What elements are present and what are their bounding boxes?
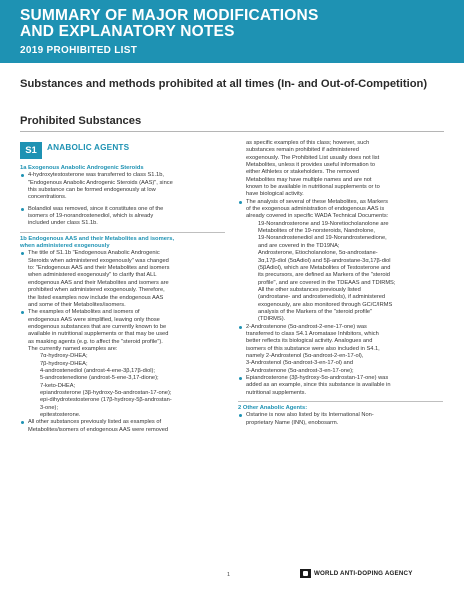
indented-line: analysis of the Markers of the "steroid profile" (258, 308, 373, 315)
bullet-item: The title of S1.1b "Endogenous Anabolic Androgenic (20, 250, 230, 257)
bullet-item: Ostarine is now also listed by its International Non- (238, 412, 453, 419)
indented-line: 7β-hydroxy-DHEA; (40, 360, 88, 367)
indented-line: epi-dihydrotestosterone (17β-hydroxy-5β-androstan- (40, 397, 172, 404)
text-line: nutritional supplements. (246, 389, 307, 396)
text-line: substances remain prohibited if administered (246, 147, 359, 154)
text-line: of the exogenous administration of endogenous AAS is (246, 206, 385, 213)
bullet-item: Epiandrosterone (3β-hydroxy-5α-androstan-17-one) was (238, 375, 453, 382)
text-line: the listed examples now include the endogenous AAS (28, 294, 164, 301)
indented-line: its precursors, are defined as Markers of the "steroid (258, 272, 390, 279)
text-line: when administered exogenously" to clarify that ALL (28, 272, 157, 279)
subsection-heading: when administered exogenously (20, 243, 110, 250)
text-line: to: "Endogenous AAS and their Metabolites and isomers (28, 265, 170, 272)
page-number: 1 (227, 572, 231, 578)
text-line: "Endogenous Anabolic Androgenic Steroids (AAS)", since (28, 179, 173, 186)
indented-line: epitestosterone. (40, 412, 81, 418)
s1-title: ANABOLIC AGENTS (47, 143, 130, 152)
indented-line: (androstane- and androstenediols), if administered (258, 294, 386, 301)
bullet-item: Bolandiol was removed, since it constitutes one of the (20, 206, 230, 213)
text-line: prohibited when administered exogenously. Therefore, (28, 287, 165, 294)
divider-rule (20, 131, 444, 132)
text-line: as specific examples of this class; however, such (246, 140, 370, 146)
bullet-item: 2-Androstenone (5α-androst-2-ene-17-one) was (238, 324, 453, 331)
text-line: isomers of 19-norandrostenediol, which is already (28, 213, 154, 220)
text-line: concentrations. (28, 194, 67, 201)
indented-line: 19-Norandrostenediol and 19-Norandrostenedione, (258, 235, 387, 242)
subsection-heading: 2 Other Anabolic Agents: (238, 405, 308, 412)
bullet-item: The examples of Metabolites and isomers of (20, 309, 230, 316)
text-line: better reflects its biological activity. Analogues and (246, 338, 373, 345)
text-line: Metabolites/isomers of endogenous AAS were removed (28, 426, 169, 433)
text-line: endogenous substances that are currently known to be (28, 323, 167, 330)
indented-line: 7α-hydroxy-DHEA; (40, 353, 88, 360)
left-column (20, 165, 230, 434)
sub-title: Prohibited Substances (20, 115, 142, 127)
right-column (238, 140, 453, 427)
text-line: proprietary Name (INN), enobosarm. (246, 419, 339, 426)
text-line: namely 2-Androstenol (5α-androst-2-en-17-ol), (246, 352, 364, 359)
text-line: transferred to class S4.1 Aromatase Inhibitors, which (246, 330, 379, 337)
indented-line: 5-androstenedione (androst-5-ene-3,17-dione); (40, 375, 159, 382)
section-divider (238, 401, 443, 402)
text-line: isomers of this substance were also included in S4.1, (246, 345, 380, 352)
text-line: have biological activity. (246, 191, 304, 198)
indented-line: 7-keto-DHEA; (40, 382, 76, 389)
indented-line: profile", and are covered in the TDEAAS and TDIRMS; (258, 279, 396, 286)
indented-line: 19-Norandrosterone and 19-Noretiocholanolone are (258, 220, 389, 227)
bullet-item: All other substances previously listed as examples of (20, 419, 230, 426)
bullet-item: 4-hydroxytestosterone was transferred to class S1.1b, (20, 172, 230, 179)
header-title-line1: SUMMARY OF MAJOR MODIFICATIONS (20, 7, 319, 24)
indented-line: (TDIRMS). (258, 316, 286, 323)
text-line: known to be available in nutritional supplements or to (246, 184, 380, 191)
wada-logo-icon (300, 569, 311, 578)
text-line: The currently named examples are: (28, 345, 118, 352)
wada-logo (300, 569, 413, 578)
text-line: already covered in specific WADA Technical Documents: (246, 213, 389, 220)
indented-line: (5βAdiol), which are Metabolites of Testosterone and (258, 264, 391, 271)
text-line: this substance can be formed endogenously at low (28, 187, 156, 194)
text-line: Metabolites, unless it provides useful information to (246, 162, 375, 169)
text-line: endogenous AAS and their Metabolites and isomers are (28, 279, 169, 286)
indented-line: exogenously, are also monitored through GC/C/IRMS (258, 301, 393, 308)
indented-line: epiandrosterone (3β-hydroxy-5α-androstan-17-one); (40, 389, 172, 396)
section-title: Substances and methods prohibited at all times (In- and Out-of-Competition) (20, 78, 428, 90)
section-divider (20, 232, 225, 233)
indented-line: and are covered in the TD19NA; (258, 242, 340, 249)
bullet-item: The analysis of several of these Metabolites, as Markers (238, 199, 453, 206)
subsection-heading: 1b Endogenous AAS and their Metabolites and isomers, (20, 235, 175, 242)
indented-line: 3-one); (40, 404, 59, 411)
indented-line: 3α,17β-diol (5αAdiol) and 5β-androstane-3α,17β-diol (258, 257, 391, 264)
text-line: either Athletes or stakeholders. The removed (246, 169, 360, 176)
text-line: 3-Androstenone (5α-androst-3-en-17-one); (246, 367, 354, 374)
text-line: Metabolites may have multiple names and are not (246, 176, 372, 183)
text-line: Steroids when administered exogenously" was changed (28, 257, 169, 264)
text-line: as masking agents (e.g. to affect the "steroid profile"). (28, 338, 163, 345)
header-banner (0, 0, 464, 63)
indented-line: 4-androstenediol (androst-4-ene-3β,17β-diol); (40, 367, 155, 374)
wada-logo-text: WORLD ANTI-DOPING AGENCY (314, 570, 413, 577)
header-title-line2: AND EXPLANATORY NOTES (20, 23, 235, 40)
text-line: and some of their Metabolites/isomers. (28, 301, 126, 308)
text-line: exogenously. The Prohibited List usually does not list (246, 154, 380, 161)
text-line: 3-Androstenol (5α-androst-3-en-17-ol) and (246, 360, 353, 367)
indented-line: All the other substances previously listed (258, 286, 361, 293)
text-line: added as an example, since this substance is available in (246, 382, 391, 389)
header-subtitle: 2019 PROHIBITED LIST (20, 45, 138, 56)
text-line: included under class S1.1b. (28, 220, 98, 227)
indented-line: Androsterone, Etiocholanolone, 5α-androstane- (258, 250, 378, 257)
text-line: endogenous AAS were simplified, leaving only those (28, 316, 160, 323)
subsection-heading: 1a Exogenous Anabolic Androgenic Steroids (20, 165, 144, 171)
indented-line: Metabolites of the 19-norsteroids, Nandrolone, (258, 228, 375, 235)
text-line: available in nutritional supplements or that may be used (28, 331, 169, 338)
s1-code-badge: S1 (20, 142, 42, 159)
